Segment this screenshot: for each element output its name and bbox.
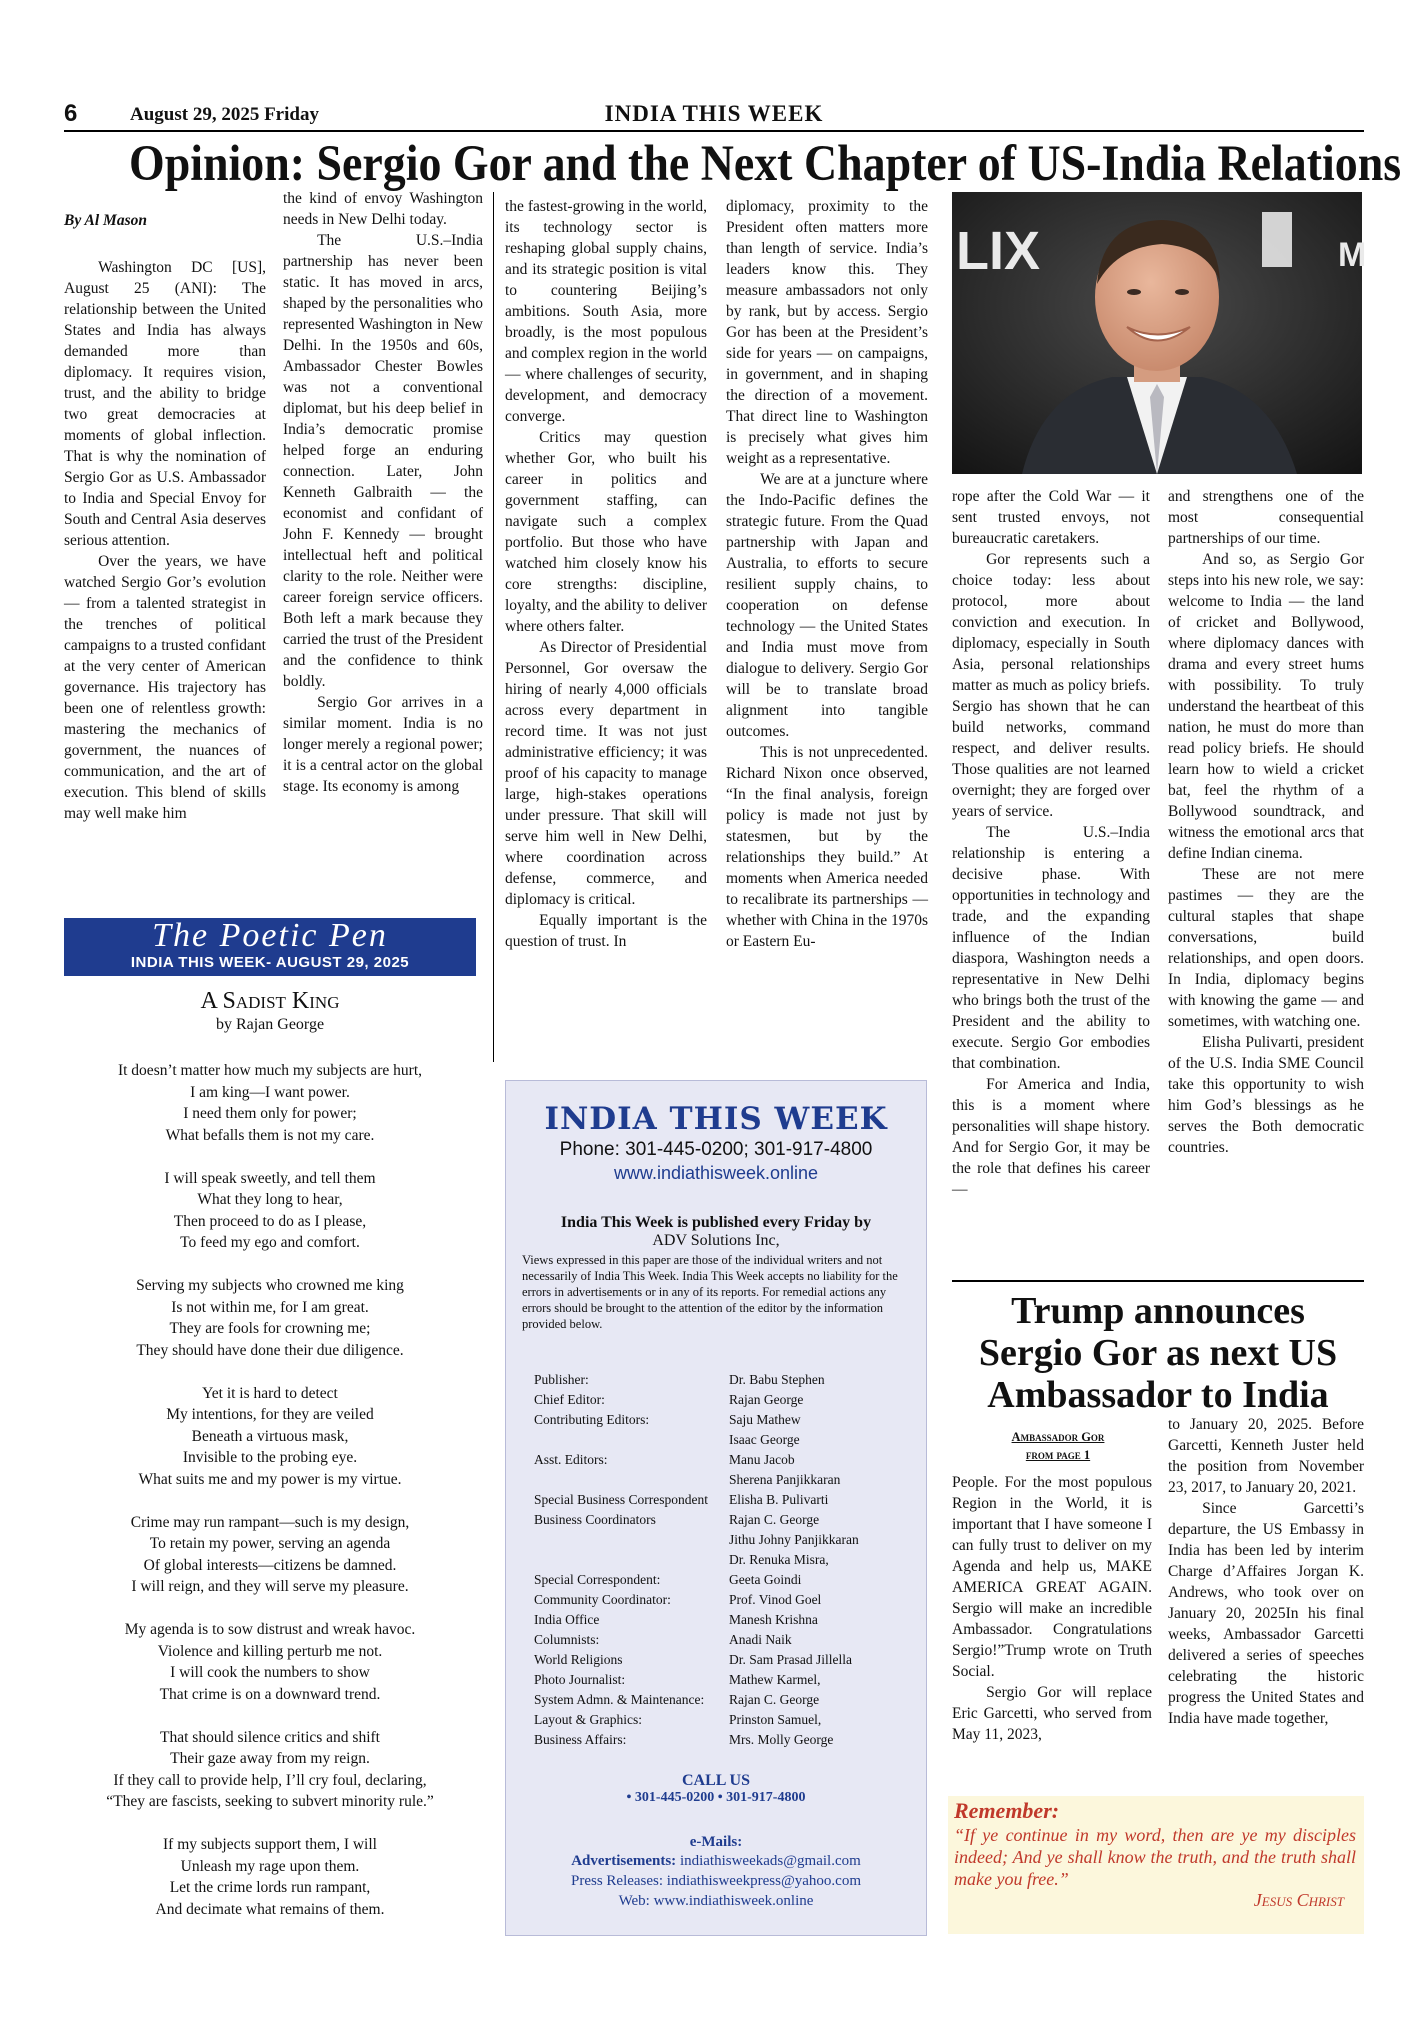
- paragraph: Over the years, we have watched Sergio Gor’s evolution — from a talented strategist in the trenches of political campaigns to a trusted confidant at the very center of American governance. His trajectory has been one of relentless growth: mastering the mechanics of government, the nuances of communication, and the art of execution. This blend of skills may well make him: [64, 553, 266, 822]
- staff-name: Mathew Karmel,: [729, 1672, 821, 1687]
- staff-name: Saju Mathew: [729, 1412, 801, 1427]
- staff-row: [534, 1570, 926, 1590]
- paragraph: Elisha Pulivarti, president of the U.S. India SME Council take this opportunity to wish him God’s blessings as he serves the Both democratic countries.: [1168, 1034, 1364, 1156]
- byline: By Al Mason: [64, 212, 147, 229]
- staff-row: [534, 1710, 926, 1730]
- emails-heading: e-Mails:: [689, 1834, 743, 1850]
- staff-role: Special Correspondent:: [534, 1572, 661, 1587]
- staff-row: [534, 1410, 926, 1430]
- poem-line: Invisible to the probing eye.: [182, 1449, 358, 1466]
- staff-row: [534, 1430, 926, 1450]
- poem-line: Then proceed to do as I please,: [173, 1212, 367, 1230]
- staff-role: India Office: [534, 1612, 600, 1627]
- staff-name: Mrs. Molly George: [729, 1732, 834, 1747]
- staff-row: [534, 1390, 926, 1410]
- column-divider: [493, 192, 494, 1062]
- staff-role: [534, 1530, 729, 1550]
- press-email[interactable]: Press Releases: indiathisweekpress@yahoo.com: [570, 1873, 861, 1889]
- staff-role: Community Coordinator:: [534, 1592, 671, 1607]
- poem-line: What they long to hear,: [197, 1191, 343, 1208]
- staff-name: Sherena Panjikkaran: [729, 1472, 841, 1487]
- staff-role: Layout & Graphics:: [534, 1712, 642, 1727]
- staff-name: Dr. Babu Stephen: [729, 1372, 825, 1387]
- paragraph: These are not mere pastimes — they are the cultural staples that shape conversations, build relationships, and open doors. In India, diplomacy begins with knowing the game — and sometimes, with watching one.: [1168, 866, 1364, 1030]
- article-column-6: [1168, 486, 1364, 1266]
- staff-row: [534, 1450, 926, 1470]
- paragraph: As Director of Presidential Personnel, Gor oversaw the hiring of nearly 4,000 officials across every department in record time. It was not just administrative efficiency; it was proof of his capacity to manage large, high-stakes operations under pressure. That skill will serve him well in New Delhi, where coordination across defense, commerce, and diplomacy is critical.: [505, 639, 707, 908]
- poem-line: Yet it is hard to detect: [202, 1384, 338, 1402]
- paragraph: diplomacy, proximity to the President often matters more than length of service. India’s leaders know this. They measure ambassadors not only by rank, but by access. Sergio Gor has been at the President’s side for years — on campaigns, in government, and in shaping the direction of a movement. That direct line to Washington is precisely what gives him weight as a representative.: [726, 198, 928, 467]
- continued-from-label: [958, 1428, 1158, 1464]
- paragraph: to January 20, 2025. Before Garcetti, Kenneth Juster held the position from November 23, 2017, to January 20, 2021.: [1168, 1416, 1364, 1496]
- call-us-heading: CALL US: [681, 1772, 751, 1789]
- paragraph: For America and India, this is a moment where personalities will shape history. And for Sergio Gor, it may be the role that defines his career —: [952, 1076, 1150, 1198]
- poem-line: If my subjects support them, I will: [163, 1836, 377, 1853]
- staff-row: [534, 1510, 926, 1530]
- poem-line: Serving my subjects who crowned me king: [136, 1277, 404, 1294]
- staff-row: [534, 1490, 926, 1510]
- paragraph: This is not unprecedented. Richard Nixon once observed, “In the final analysis, foreign policy is made not just by statesmen, but by the relationships they build.” At moments when America needed to recalibrate its partnerships — whether with China in the 1970s or Eastern Eu-: [726, 744, 928, 950]
- publication-info-box: [505, 1080, 927, 1936]
- staff-name: Rajan C. George: [729, 1692, 820, 1707]
- poem-stanza: [64, 1383, 476, 1491]
- poem-stanza: [64, 1168, 476, 1254]
- article-column-2: [283, 188, 483, 906]
- staff-row: [534, 1550, 926, 1570]
- poem-author: by Rajan George: [215, 1016, 325, 1033]
- staff-name: Prinston Samuel,: [729, 1712, 822, 1727]
- ads-email[interactable]: indiathisweekads@gmail.com: [679, 1853, 861, 1869]
- staff-row: [534, 1650, 926, 1670]
- article-column-1: [64, 210, 266, 905]
- poem-stanza: [64, 1275, 476, 1361]
- staff-role: [534, 1550, 729, 1570]
- paragraph: rope after the Cold War — it sent trusted envoys, not bureaucratic caretakers.: [952, 488, 1150, 547]
- staff-role: [534, 1430, 729, 1450]
- section-divider: [952, 1280, 1364, 1282]
- article-column-3: [505, 196, 707, 1066]
- article-headline: Opinion: Sergio Gor and the Next Chapter of US-India Relations: [129, 136, 1402, 192]
- paragraph: Since Garcetti’s departure, the US Embassy in India has been led by interim Charge d’Affaires Jorgan K. Andrews, who took over on January 20, 2025In his final weeks, Ambassador Garcetti delivered a series of speeches celebrating the historic progress the United States and India have made together,: [1168, 1500, 1364, 1727]
- poem-stanza: [64, 1619, 476, 1705]
- staff-row: [534, 1370, 926, 1390]
- remember-box: [948, 1796, 1364, 1934]
- backdrop-text: LIX: [956, 221, 1041, 281]
- poem-line: That crime is on a downward trend.: [159, 1685, 381, 1703]
- banner-title: The Poetic Pen: [152, 917, 388, 954]
- call-numbers: • 301-445-0200 • 301-917-4800: [626, 1790, 806, 1805]
- poem-line: If they call to provide help, I’ll cry foul, declaring,: [113, 1771, 427, 1789]
- staff-name: Dr. Sam Prasad Jillella: [729, 1652, 852, 1667]
- paragraph: People. For the most populous Region in the World, it is important that I have someone I can fully trust to deliver on my Agenda and help us, MAKE AMERICA GREAT AGAIN. Sergio will make an incredible Ambassador. Congratulations Sergio!”Trump wrote on Truth Social.: [952, 1474, 1152, 1680]
- info-website[interactable]: www.indiathisweek.online: [613, 1163, 819, 1183]
- poem-line: Crime may run rampant—such is my design,: [130, 1513, 410, 1531]
- poem-line: That should silence critics and shift: [160, 1728, 380, 1746]
- banner-subtitle: INDIA THIS WEEK- AUGUST 29, 2025: [130, 954, 410, 971]
- staff-role: System Admn. & Maintenance:: [534, 1692, 705, 1707]
- poem-line: I am king—I want power.: [190, 1083, 350, 1101]
- poem-stanza: [64, 1060, 476, 1146]
- staff-role: Contributing Editors:: [534, 1412, 650, 1427]
- issue-date: August 29, 2025 Friday: [130, 104, 319, 125]
- poem-line: Is not within me, for I am great.: [171, 1298, 369, 1316]
- staff-role: [534, 1470, 729, 1490]
- poem-line: To feed my ego and comfort.: [180, 1234, 360, 1251]
- paragraph: the fastest-growing in the world, its technology sector is reshaping global supply chains, and its strategic position is vital to countering Beijing’s ambitions. South Asia, more broadly, is the most populous and complex region in the world — where challenges of security, development, and democracy converge.: [505, 198, 707, 425]
- staff-role: Special Business Correspondent: [534, 1492, 708, 1507]
- staff-role: Columnists:: [534, 1632, 600, 1647]
- staff-name: Rajan C. George: [729, 1512, 820, 1527]
- staff-row: [534, 1530, 926, 1550]
- remember-heading: Remember:: [954, 1798, 1060, 1823]
- published-by: India This Week is published every Friday by: [560, 1214, 872, 1231]
- poem-line: Of global interests—citizens be damned.: [143, 1556, 397, 1574]
- staff-row: [534, 1470, 926, 1490]
- poem-line: “They are fascists, seeking to subvert minority rule.”: [106, 1793, 434, 1810]
- paragraph: And so, as Sergio Gor steps into his new role, we say: welcome to India — the land of cricket and Bollywood, where diplomacy dances with drama and every street hums with possibility. To truly understand the heartbeat of this nation, he must do more than read policy briefs. He should learn how to wield a cricket bat, feel the rhythm of a Bollywood soundtrack, and witness the emotional arcs that define Indian cinema.: [1168, 551, 1364, 862]
- poem-line: I need them only for power;: [183, 1105, 357, 1122]
- staff-row: [534, 1630, 926, 1650]
- paragraph: Gor represents such a choice today: less about protocol, more about conviction and execution. In diplomacy, especially in South Asia, personal relationships matter as much as policy briefs. Sergio has shown that he can build networks, command respect, and deliver results. Those qualities are not learned overnight; they are forged over years of service.: [952, 551, 1150, 820]
- sergio-gor-photo: [952, 192, 1367, 474]
- poem-line: They should have done their due diligence.: [136, 1341, 404, 1359]
- poem-line: I will reign, and they will serve my pleasure.: [131, 1578, 409, 1595]
- jump-line-2: from page 1: [1025, 1448, 1091, 1462]
- poem-stanza: [64, 1834, 476, 1920]
- poem-line: It doesn’t matter how much my subjects are hurt,: [117, 1062, 423, 1079]
- poem-line: Let the crime lords run rampant,: [169, 1879, 371, 1896]
- staff-name: Jithu Johny Panjikkaran: [729, 1532, 859, 1547]
- poem-line: What befalls them is not my care.: [165, 1126, 375, 1144]
- staff-name: Isaac George: [729, 1432, 800, 1447]
- staff-row: [534, 1590, 926, 1610]
- poem-body: [64, 1060, 476, 1942]
- page-number: 6: [64, 100, 78, 127]
- remember-quote: “If ye continue in my word, then are ye my disciples indeed; And ye shall know the truth, and the truth shall make you free.”: [954, 1825, 1356, 1889]
- staff-role: Business Affairs:: [534, 1732, 627, 1747]
- ads-email-line: [506, 1851, 926, 1871]
- paragraph: Sergio Gor arrives in a similar moment. India is no longer merely a regional power; it is a central actor on the global stage. Its economy is among: [283, 694, 483, 795]
- staff-name: Elisha B. Pulivarti: [729, 1492, 829, 1507]
- poem-title: A Sadist King: [200, 988, 340, 1014]
- poem-line: To retain my power, serving an agenda: [149, 1535, 391, 1552]
- publisher-company: ADV Solutions Inc,: [652, 1232, 780, 1249]
- info-title: INDIA THIS WEEK: [544, 1101, 888, 1137]
- poem-line: I will speak sweetly, and tell them: [164, 1169, 376, 1187]
- staff-role: Publisher:: [534, 1372, 589, 1387]
- poetic-pen-banner: [64, 918, 476, 976]
- disclaimer: Views expressed in this paper are those of the individual writers and not necessarily of India This Week. India This Week accepts no liability for the errors in advertisements or in any of its reports. For remedial actions any errors should be brought to the attention of the editor by the information provided below.: [522, 1253, 898, 1331]
- staff-name: Anadi Naik: [729, 1632, 792, 1647]
- staff-list: [506, 1370, 926, 1750]
- remember-source: Jesus Christ: [1253, 1890, 1344, 1910]
- backdrop-text: M: [1338, 236, 1367, 274]
- article-column-4: [726, 196, 928, 1066]
- staff-role: Photo Journalist:: [534, 1672, 626, 1687]
- staff-name: Manu Jacob: [729, 1452, 795, 1467]
- staff-role: Chief Editor:: [534, 1392, 605, 1407]
- paragraph: Sergio Gor will replace Eric Garcetti, who served from May 11, 2023,: [952, 1684, 1152, 1743]
- trump-column-2: [1168, 1414, 1364, 1790]
- poem-line: Unleash my rage upon them.: [180, 1857, 360, 1875]
- web-link[interactable]: Web: www.indiathisweek.online: [618, 1893, 814, 1909]
- staff-row: [534, 1670, 926, 1690]
- paragraph: Washington DC [US], August 25 (ANI): The relationship between the United States and India has always demanded more than diplomacy. It requires vision, trust, and the ability to bridge two great democracies at moments of global inflection. That is why the nomination of Sergio Gor as U.S. Ambassador to India and Special Envoy for South and Central Asia deserves serious attention.: [64, 259, 266, 549]
- trump-headline: Trump announces Sergio Gor as next US Ambassador to India: [978, 1290, 1338, 1416]
- staff-row: [534, 1610, 926, 1630]
- poem-line: They are fools for crowning me;: [169, 1320, 371, 1337]
- poem-line: Violence and killing perturb me not.: [157, 1642, 383, 1660]
- staff-name: Rajan George: [729, 1392, 804, 1407]
- poem-stanza: [64, 1727, 476, 1813]
- poem-line: What suits me and my power is my virtue.: [138, 1470, 402, 1488]
- paper-name: INDIA THIS WEEK: [604, 101, 824, 126]
- paragraph: The U.S.–India relationship is entering a decisive phase. With opportunities in technology and trade, and the expanding influence of the Indian diaspora, Washington needs a representative in New Delhi who brings both the trust of the President and the ability to execute. Sergio Gor embodies that combination.: [952, 824, 1150, 1072]
- article-column-5: [952, 486, 1150, 1266]
- poem-line: And decimate what remains of them.: [155, 1900, 385, 1918]
- jump-line-1: Ambassador Gor: [1011, 1430, 1105, 1444]
- poem-stanza: [64, 1512, 476, 1598]
- trump-column-1: [952, 1472, 1152, 1790]
- staff-role: Business Coordinators: [534, 1512, 656, 1527]
- poem-line: My agenda is to sow distrust and wreak havoc.: [124, 1621, 416, 1638]
- poem-line: My intentions, for they are veiled: [166, 1406, 374, 1423]
- paragraph: Critics may question whether Gor, who built his career in politics and government staffing, can navigate such a complex portfolio. But those who have watched him closely know his core strengths: discipline, loyalty, and the ability to deliver where others falter.: [505, 429, 707, 635]
- staff-name: Dr. Renuka Misra,: [729, 1552, 829, 1567]
- staff-name: Manesh Krishna: [729, 1612, 818, 1627]
- staff-name: Geeta Goindi: [729, 1572, 802, 1587]
- staff-role: Asst. Editors:: [534, 1452, 608, 1467]
- info-phone: Phone: 301-445-0200; 301-917-4800: [559, 1139, 873, 1160]
- staff-row: [534, 1730, 926, 1750]
- poem-line: I will cook the numbers to show: [170, 1664, 370, 1681]
- paragraph: Equally important is the question of trust. In: [505, 912, 707, 950]
- masthead: [64, 100, 1364, 132]
- staff-row: [534, 1690, 926, 1710]
- poem-line: Their gaze away from my reign.: [170, 1750, 370, 1767]
- paragraph: We are at a juncture where the Indo-Pacific defines the strategic future. From the Quad partnership with Japan and Australia, to efforts to secure resilient supply chains, to cooperation on defense technology — the United States and India must move from dialogue to delivery. Sergio Gor will be to translate broad alignment into tangible outcomes.: [726, 471, 928, 740]
- ads-label: Advertisements:: [571, 1853, 677, 1869]
- paragraph: and strengthens one of the most consequential partnerships of our time.: [1168, 488, 1364, 547]
- paragraph: The U.S.–India partnership has never been static. It has moved in arcs, shaped by the personalities who represented Washington in New Delhi. In the 1950s and 60s, Ambassador Chester Bowles was not a conventional diplomat, but his deep belief in India’s democratic promise helped forge an enduring connection. Later, John Kenneth Galbraith — the economist and confidant of John F. Kennedy — brought intellectual heft and political clarity to the role. Neither were career foreign service officers. Both left a mark because they carried the trust of the President and the confidence to think boldly.: [283, 232, 483, 690]
- poem-line: Beneath a virtuous mask,: [191, 1427, 349, 1445]
- paragraph: the kind of envoy Washington needs in New Delhi today.: [283, 190, 483, 228]
- staff-role: World Religions: [534, 1652, 623, 1667]
- staff-name: Prof. Vinod Goel: [729, 1592, 822, 1607]
